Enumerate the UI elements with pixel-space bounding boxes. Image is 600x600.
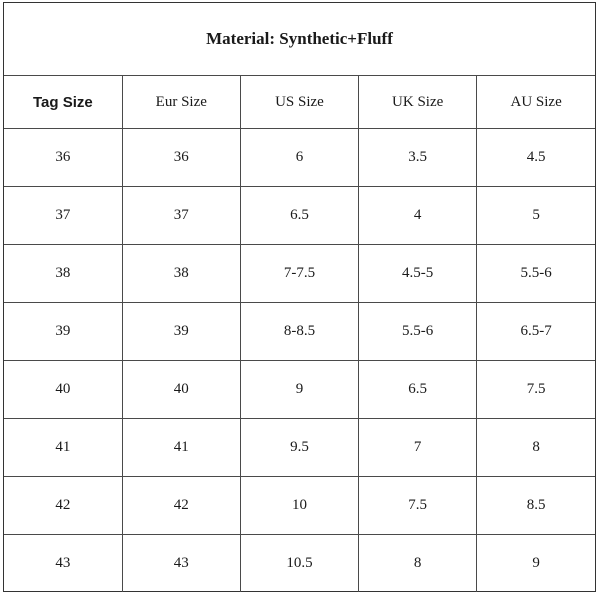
- cell-eur-size: 40: [122, 361, 240, 419]
- table-row: [4, 361, 595, 419]
- cell-tag-size: 39: [4, 303, 122, 361]
- cell-au-size: 8.5: [477, 477, 595, 535]
- cell-uk-size: 6.5: [359, 361, 477, 419]
- cell-uk-size: 4: [359, 187, 477, 245]
- cell-tag-size: 40: [4, 361, 122, 419]
- table-title: Material: Synthetic+Fluff: [4, 3, 595, 76]
- cell-us-size: 7-7.5: [240, 245, 358, 303]
- cell-uk-size: 8: [359, 535, 477, 593]
- table-row: [4, 245, 595, 303]
- cell-eur-size: 41: [122, 419, 240, 477]
- cell-uk-size: 3.5: [359, 129, 477, 187]
- column-header-au-size: AU Size: [477, 76, 595, 129]
- header-row: [4, 76, 595, 129]
- cell-us-size: 9: [240, 361, 358, 419]
- cell-uk-size: 5.5-6: [359, 303, 477, 361]
- cell-tag-size: 43: [4, 535, 122, 593]
- cell-au-size: 9: [477, 535, 595, 593]
- cell-us-size: 10.5: [240, 535, 358, 593]
- cell-tag-size: 41: [4, 419, 122, 477]
- cell-au-size: 6.5-7: [477, 303, 595, 361]
- table-row: [4, 535, 595, 593]
- column-header-eur-size: Eur Size: [122, 76, 240, 129]
- cell-us-size: 10: [240, 477, 358, 535]
- cell-eur-size: 43: [122, 535, 240, 593]
- cell-eur-size: 36: [122, 129, 240, 187]
- cell-us-size: 8-8.5: [240, 303, 358, 361]
- cell-uk-size: 7.5: [359, 477, 477, 535]
- table-row: [4, 303, 595, 361]
- column-header-us-size: US Size: [240, 76, 358, 129]
- cell-tag-size: 42: [4, 477, 122, 535]
- table-row: [4, 187, 595, 245]
- cell-us-size: 6.5: [240, 187, 358, 245]
- cell-uk-size: 4.5-5: [359, 245, 477, 303]
- cell-au-size: 4.5: [477, 129, 595, 187]
- cell-au-size: 5.5-6: [477, 245, 595, 303]
- column-header-uk-size: UK Size: [359, 76, 477, 129]
- cell-tag-size: 37: [4, 187, 122, 245]
- cell-eur-size: 37: [122, 187, 240, 245]
- table-row: [4, 419, 595, 477]
- cell-us-size: 9.5: [240, 419, 358, 477]
- cell-eur-size: 38: [122, 245, 240, 303]
- title-row: [4, 3, 595, 76]
- size-chart: [3, 2, 596, 592]
- size-table: [4, 3, 595, 592]
- cell-us-size: 6: [240, 129, 358, 187]
- cell-au-size: 8: [477, 419, 595, 477]
- column-header-tag-size: Tag Size: [4, 76, 122, 129]
- table-row: [4, 129, 595, 187]
- cell-au-size: 7.5: [477, 361, 595, 419]
- cell-eur-size: 42: [122, 477, 240, 535]
- cell-eur-size: 39: [122, 303, 240, 361]
- table-row: [4, 477, 595, 535]
- cell-uk-size: 7: [359, 419, 477, 477]
- cell-tag-size: 36: [4, 129, 122, 187]
- cell-tag-size: 38: [4, 245, 122, 303]
- cell-au-size: 5: [477, 187, 595, 245]
